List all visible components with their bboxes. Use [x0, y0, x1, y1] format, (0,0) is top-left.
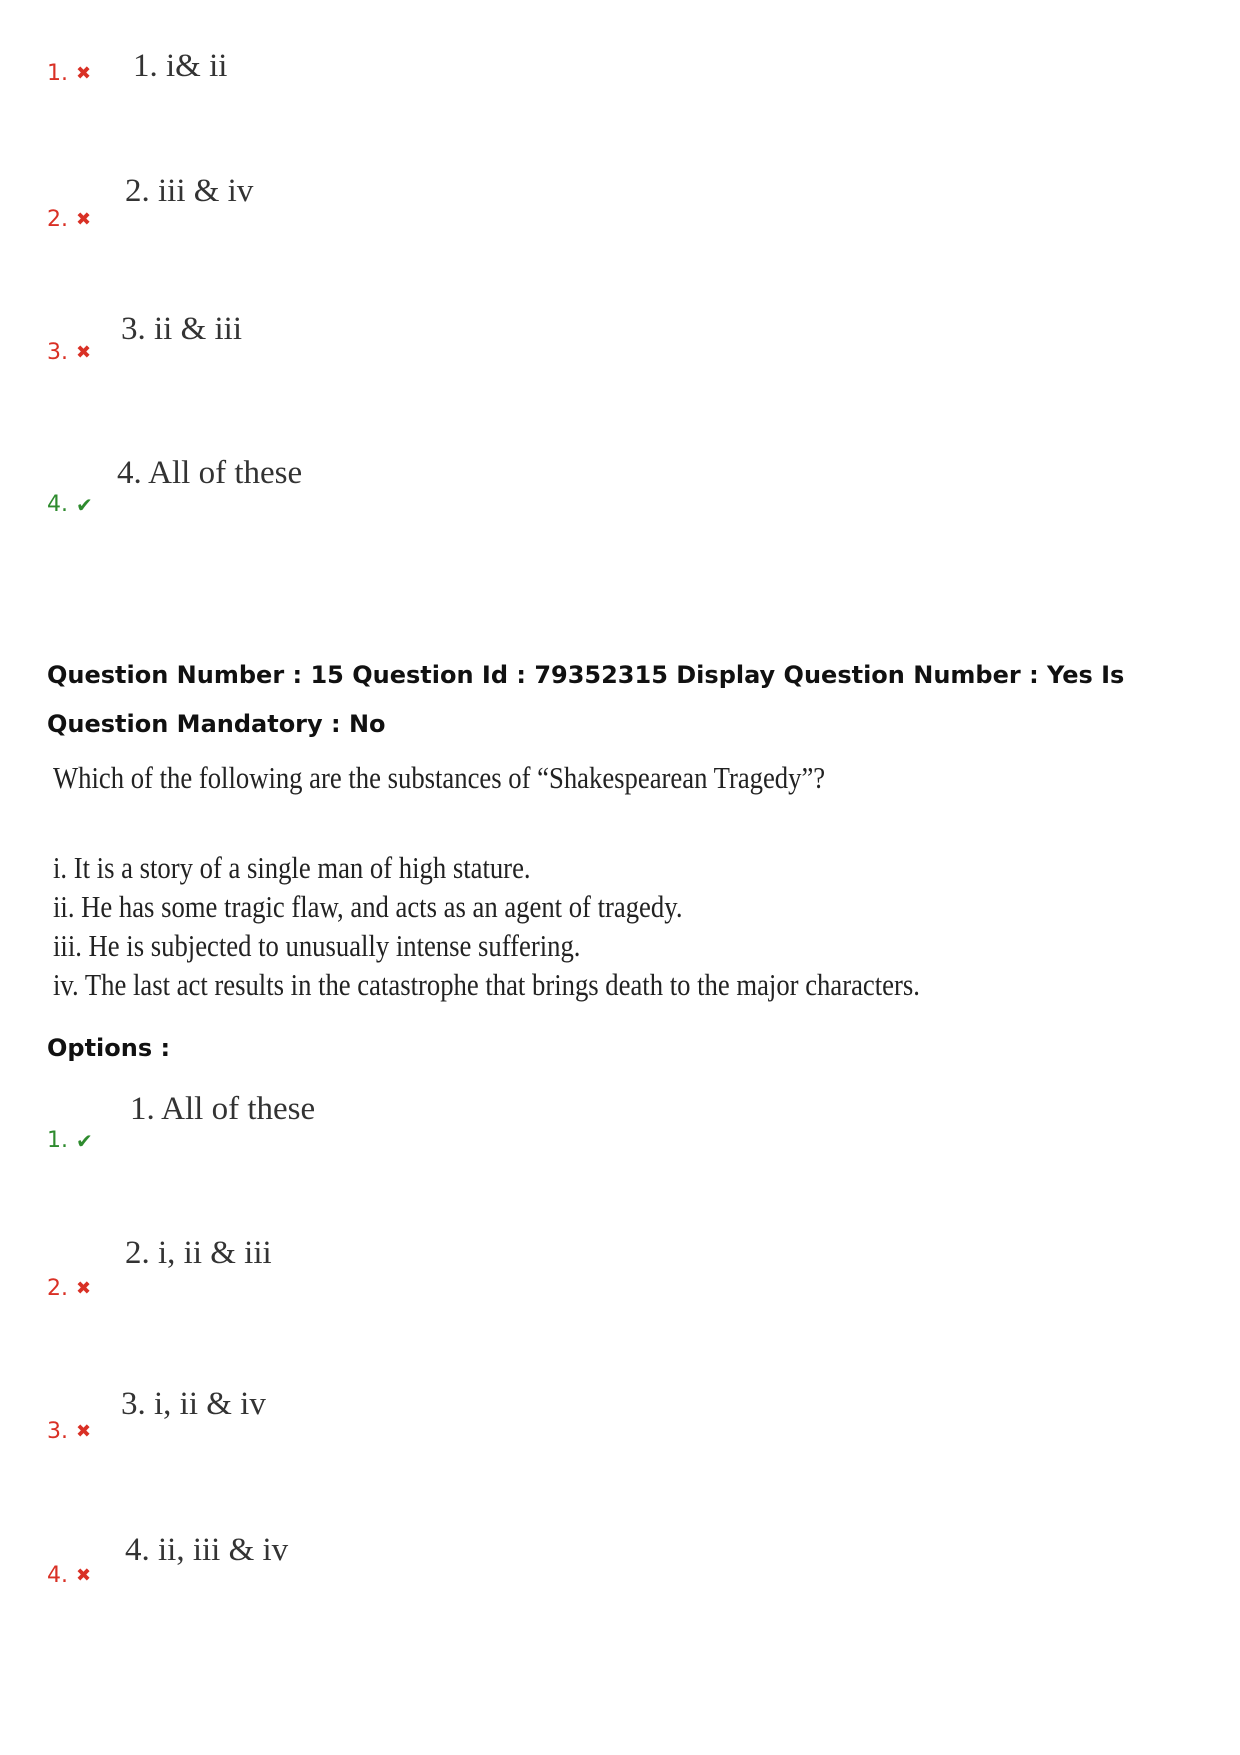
- check-icon: ✔: [76, 1129, 93, 1153]
- statement-list: [53, 848, 1061, 1004]
- option-number: 4.: [47, 492, 68, 517]
- statement-item: i. It is a story of a single man of high stature.: [53, 850, 531, 885]
- cross-icon: ✖: [76, 63, 92, 84]
- question-body: [53, 760, 951, 796]
- statement-item: ii. He has some tragic flaw, and acts as an agent of tragedy.: [53, 889, 683, 924]
- option-number: 3.: [47, 1419, 68, 1444]
- statement-item: iii. He is subjected to unusually intense suffering.: [53, 928, 581, 963]
- cross-icon: ✖: [76, 1421, 92, 1442]
- option-3-marker: [47, 1420, 91, 1444]
- check-icon: ✔: [76, 493, 93, 517]
- option-text: 1. i& ii: [133, 48, 228, 84]
- cross-icon: ✖: [76, 1278, 92, 1299]
- option-text: 1. All of these: [130, 1091, 316, 1127]
- option-text: 3. i, ii & iv: [121, 1386, 266, 1422]
- option-number: 4.: [47, 1563, 68, 1588]
- option-1-marker: [47, 1129, 93, 1153]
- option-text: 4. ii, iii & iv: [125, 1532, 289, 1568]
- cross-icon: ✖: [76, 209, 92, 230]
- option-text: 3. ii & iii: [121, 311, 243, 347]
- cross-icon: ✖: [76, 342, 92, 363]
- question-text: Which of the following are the substances of “Shakespearean Tragedy”?: [53, 760, 826, 795]
- cross-icon: ✖: [76, 1565, 92, 1586]
- question-meta: Question Number : 15 Question Id : 79352315 Display Question Number : Yes Is Question Mandatory : No: [47, 661, 1125, 738]
- prev-option-2-marker: [47, 208, 91, 232]
- option-text: 2. iii & iv: [125, 173, 254, 209]
- option-text: 4. All of these: [117, 455, 303, 491]
- option-text: 2. i, ii & iii: [125, 1235, 272, 1271]
- option-number: 2.: [47, 1276, 68, 1301]
- prev-option-1-marker: [47, 62, 91, 86]
- option-number: 1.: [47, 61, 68, 86]
- option-4-marker: [47, 1564, 91, 1588]
- statement-item: iv. The last act results in the catastrophe that brings death to the major characters.: [53, 967, 920, 1002]
- option-number: 1.: [47, 1128, 68, 1153]
- options-label: Options :: [47, 1034, 171, 1062]
- option-2-marker: [47, 1277, 91, 1301]
- option-number: 2.: [47, 207, 68, 232]
- option-number: 3.: [47, 340, 68, 365]
- prev-option-4-marker: [47, 493, 93, 517]
- prev-option-3-marker: [47, 341, 91, 365]
